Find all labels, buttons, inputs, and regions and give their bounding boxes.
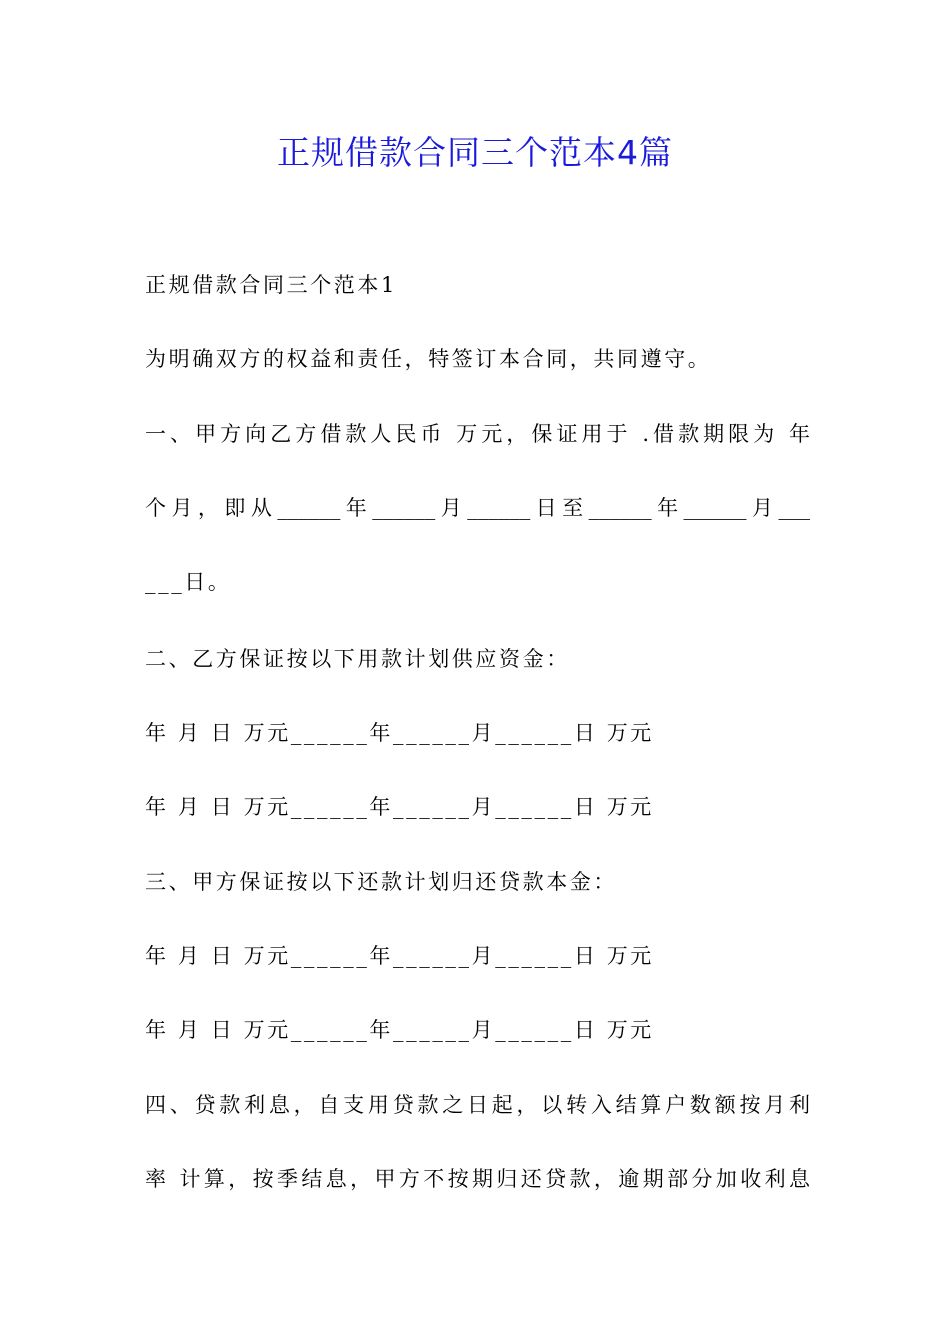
paragraph-line: 为明确双方的权益和责任，特签订本合同，共同遵守。	[145, 347, 712, 371]
document-title: 正规借款合同三个范本4篇	[277, 133, 673, 172]
paragraph-line: 率 计算，按季结息，甲方不按期归还贷款，逾期部分加收利息	[145, 1167, 810, 1191]
schedule-line: 年 月 日 万元______年______月______日 万元	[145, 1018, 654, 1042]
paragraph-line: 二、乙方保证按以下用款计划供应资金：	[145, 647, 570, 671]
schedule-line: 年 月 日 万元______年______月______日 万元	[145, 795, 654, 819]
schedule-line: 年 月 日 万元______年______月______日 万元	[145, 944, 654, 968]
schedule-line: 年 月 日 万元______年______月______日 万元	[145, 721, 654, 745]
paragraph-line: 一、甲方向乙方借款人民币 万元，保证用于 .借款期限为 年	[145, 422, 810, 446]
paragraph-line: ___日。	[145, 570, 232, 594]
paragraph-line: 个月，即从______年______月______日至______年______月___	[145, 496, 810, 520]
paragraph-line: 四、贷款利息，自支用贷款之日起，以转入结算户数额按月利	[145, 1093, 810, 1117]
paragraph-line: 三、甲方保证按以下还款计划归还贷款本金：	[145, 870, 617, 894]
section-heading: 正规借款合同三个范本1	[145, 273, 397, 297]
